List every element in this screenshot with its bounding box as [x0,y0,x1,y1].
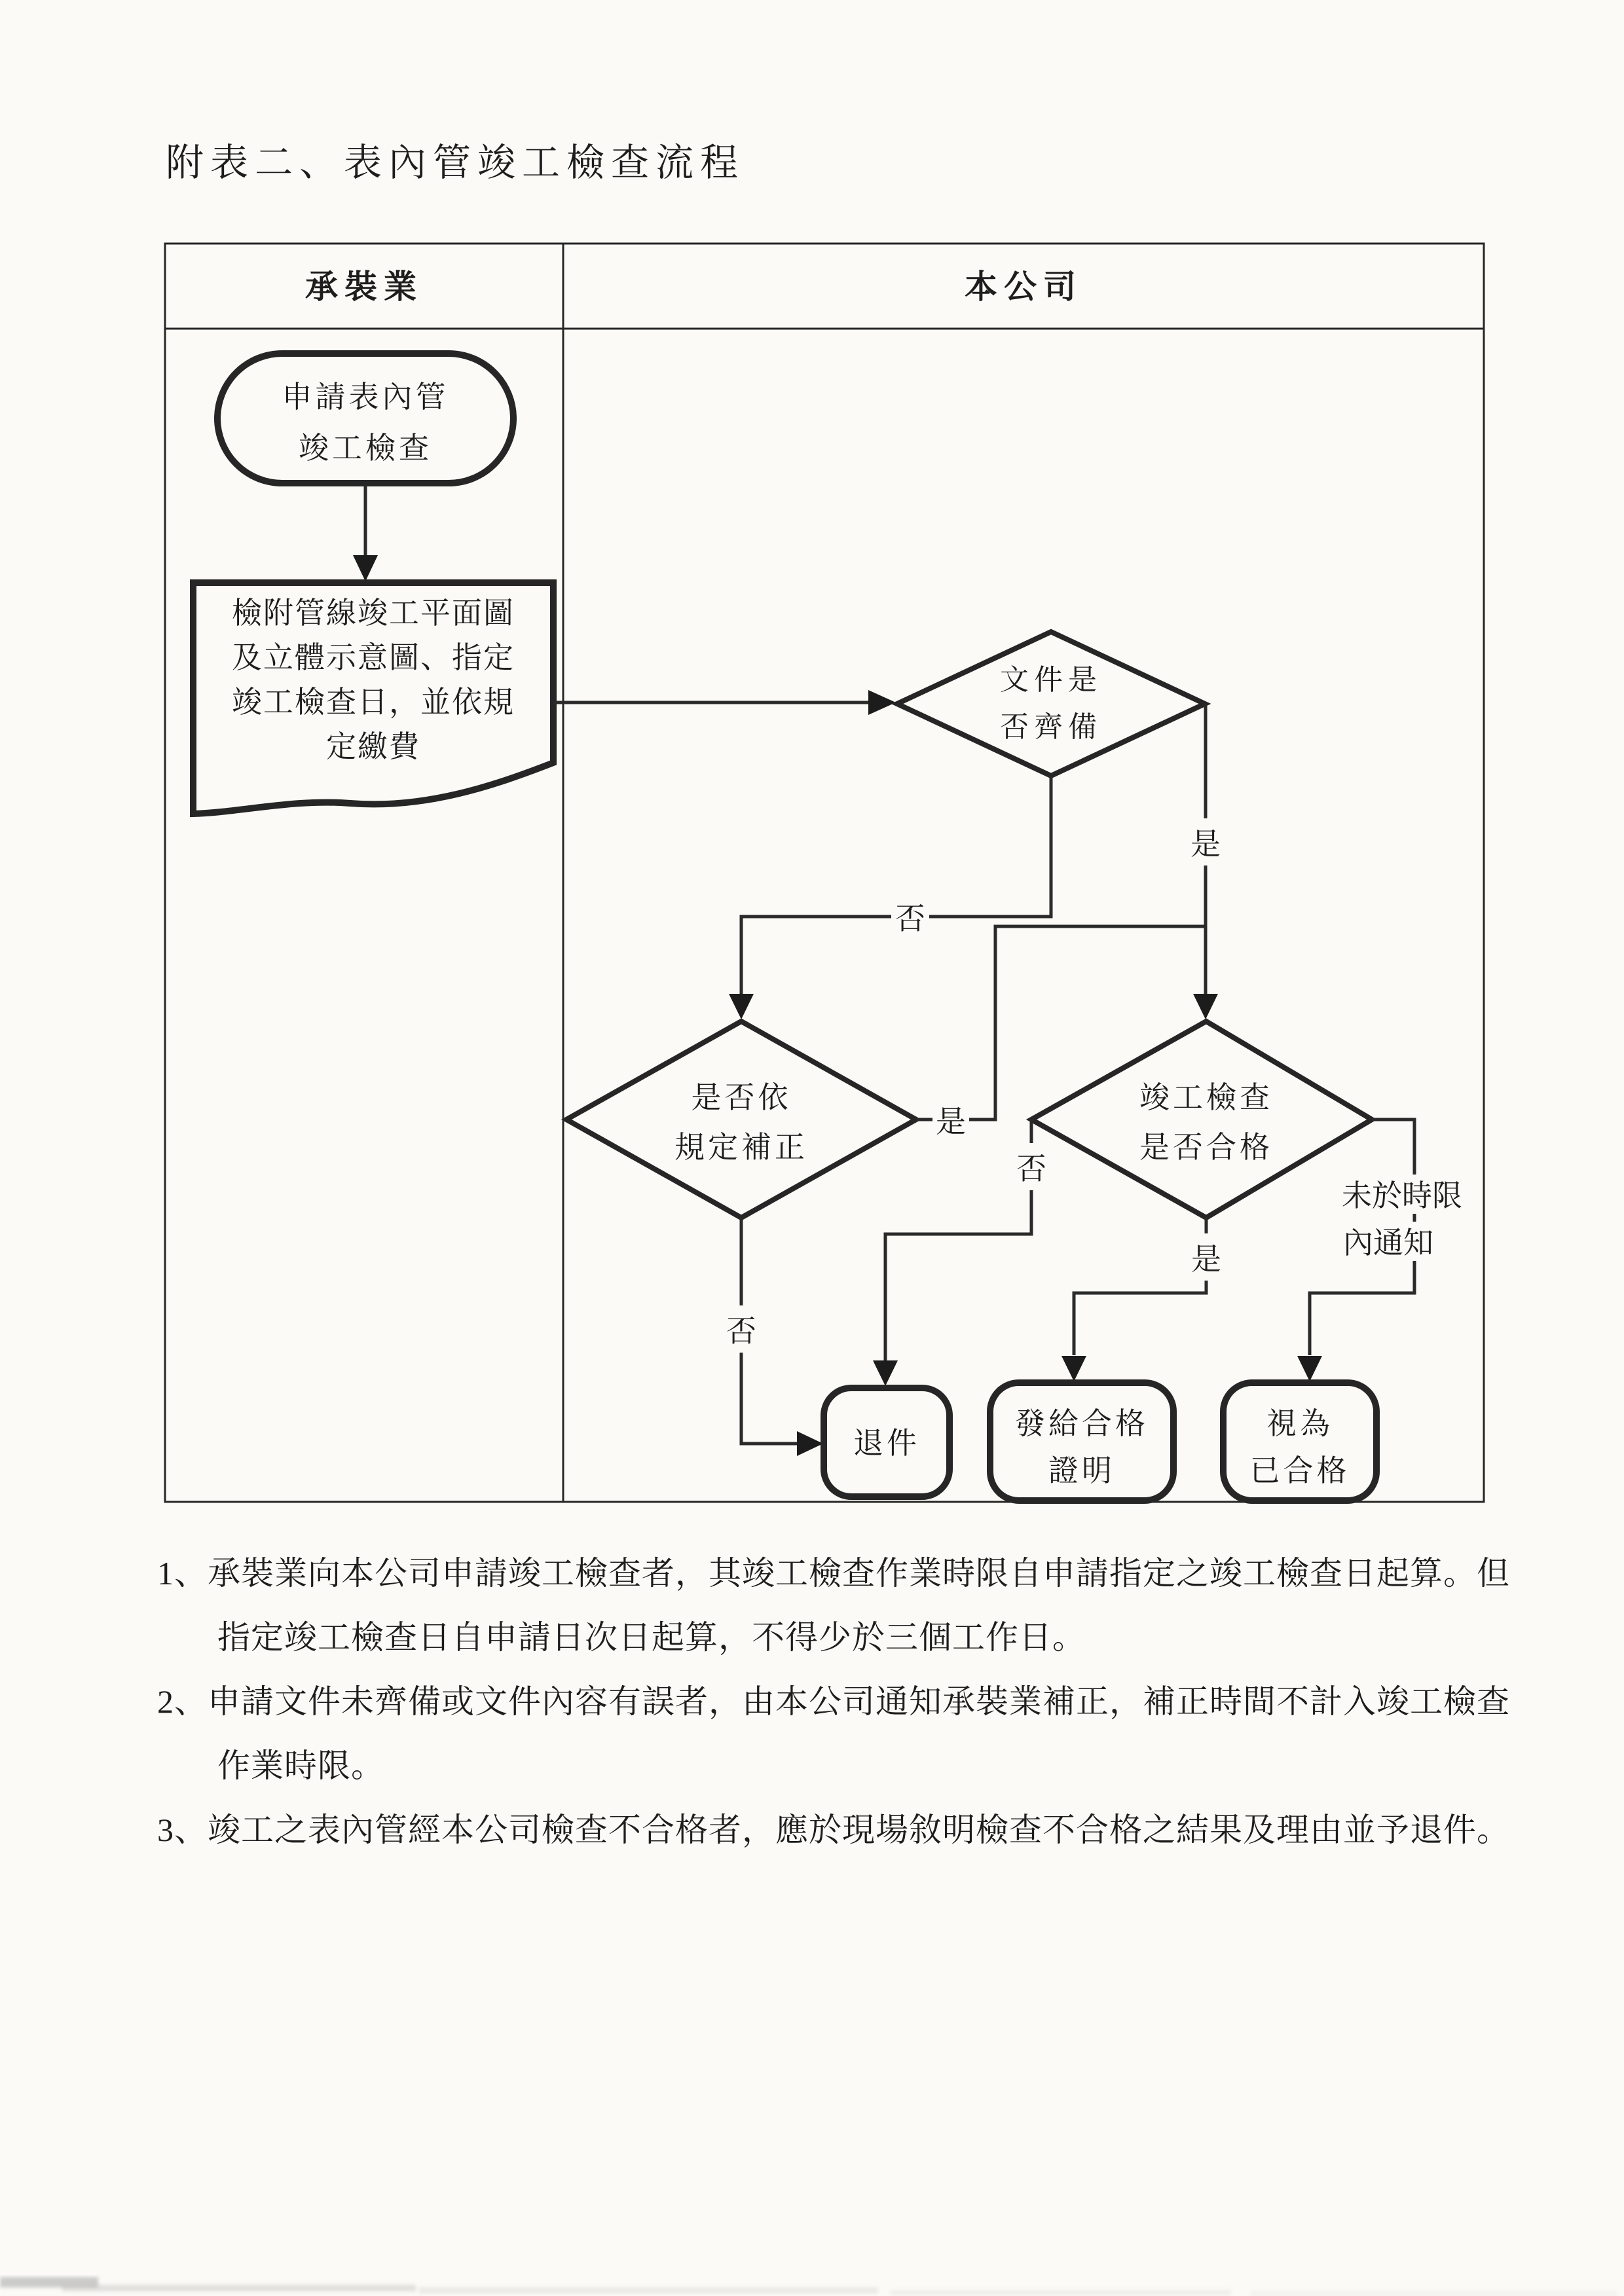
document-line2: 及立體示意圖、指定 [232,641,515,674]
deemed-passed-line1: 視為 [1266,1407,1333,1440]
reject-terminator-label: 退件 [853,1427,920,1460]
document-line3: 竣工檢查日，並依規 [232,685,515,719]
edge-inspection-yes [1061,1218,1225,1381]
decision-inspection-line2: 是否合格 [1139,1131,1273,1164]
edge-line [741,776,1051,994]
decision-correction-line1: 是否依 [691,1081,792,1114]
page-title: 附表二、表內管竣工檢查流程 [166,141,745,184]
edge-inspection-no [873,1120,1050,1386]
start-terminator [217,354,513,483]
edge-label-no: 否 [726,1315,756,1348]
note-1-line-1: 1、承裝業向本公司申請竣工檢查者，其竣工檢查作業時限自申請指定之竣工檢查日起算。但 [157,1555,1510,1592]
arrowhead-right-icon [868,690,896,715]
edge-docs-ok-no [729,776,1051,1019]
edge-inspection-overdue [1297,1120,1472,1381]
edge-correction-no [723,1218,823,1456]
deemed-passed-terminator [1223,1383,1376,1501]
edge-document-to-docs-ok [554,690,896,715]
arrowhead-down-icon [873,1360,898,1386]
decision-correction-shape [566,1021,916,1218]
edge-label-no: 否 [1016,1152,1046,1186]
edge-label-yes: 是 [1190,828,1221,861]
arrowhead-down-icon [1297,1356,1322,1381]
deemed-passed-line2: 已合格 [1249,1454,1350,1487]
arrowhead-down-icon [353,555,378,581]
decision-docs-complete-shape [897,632,1205,776]
edge-docs-ok-yes [1187,704,1224,1019]
edge-start-to-document [353,484,378,581]
decision-correction-line2: 規定補正 [674,1131,808,1164]
reject-terminator [824,1388,950,1497]
certificate-terminator-line1: 發給合格 [1015,1407,1149,1440]
scan-artifact [0,2277,1617,2296]
edge-label-overdue-line1: 未於時限 [1342,1179,1462,1212]
start-terminator-line1: 申請表內管 [282,380,449,414]
note-3-line-1: 3、竣工之表內管經本公司檢查不合格者，應於現場敘明檢查不合格之結果及理由並予退件。 [157,1812,1510,1848]
certificate-terminator-line2: 證明 [1048,1454,1115,1487]
document-line4: 定繳費 [326,730,420,763]
decision-inspection-line1: 竣工檢查 [1139,1081,1273,1114]
edge-label-yes: 是 [936,1105,966,1139]
arrowhead-right-icon [797,1431,823,1456]
edge-label-yes: 是 [1191,1243,1221,1276]
decision-inspection [1031,1021,1372,1218]
arrowhead-down-icon [1193,994,1218,1019]
decision-docs-complete-line1: 文件是 [1000,664,1102,696]
note-1-line-2: 指定竣工檢查日自申請日次日起算，不得少於三個工作日。 [217,1619,1086,1656]
footnotes [157,1555,1510,1848]
column-header-contractor: 承裝業 [305,268,423,305]
document-node [193,583,553,814]
edge-label-overdue-line2: 內通知 [1343,1226,1433,1260]
column-header-company: 本公司 [965,268,1082,305]
decision-correction [566,1021,916,1218]
arrowhead-down-icon [729,994,754,1019]
edge-line [1074,1218,1206,1355]
edge-line [885,1120,1031,1360]
start-terminator-line2: 竣工檢查 [299,431,432,465]
decision-docs-complete-line2: 否齊備 [1000,711,1102,743]
certificate-terminator [990,1383,1173,1501]
decision-docs-complete [897,632,1205,776]
edge-label-no: 否 [895,902,925,936]
note-2-line-1: 2、申請文件未齊備或文件內容有誤者，由本公司通知承裝業補正，補正時間不計入竣工檢查 [157,1683,1510,1720]
note-2-line-2: 作業時限。 [217,1747,384,1784]
arrowhead-down-icon [1061,1356,1086,1381]
decision-inspection-shape [1031,1021,1372,1218]
document-line1: 檢附管線竣工平面圖 [232,596,515,630]
